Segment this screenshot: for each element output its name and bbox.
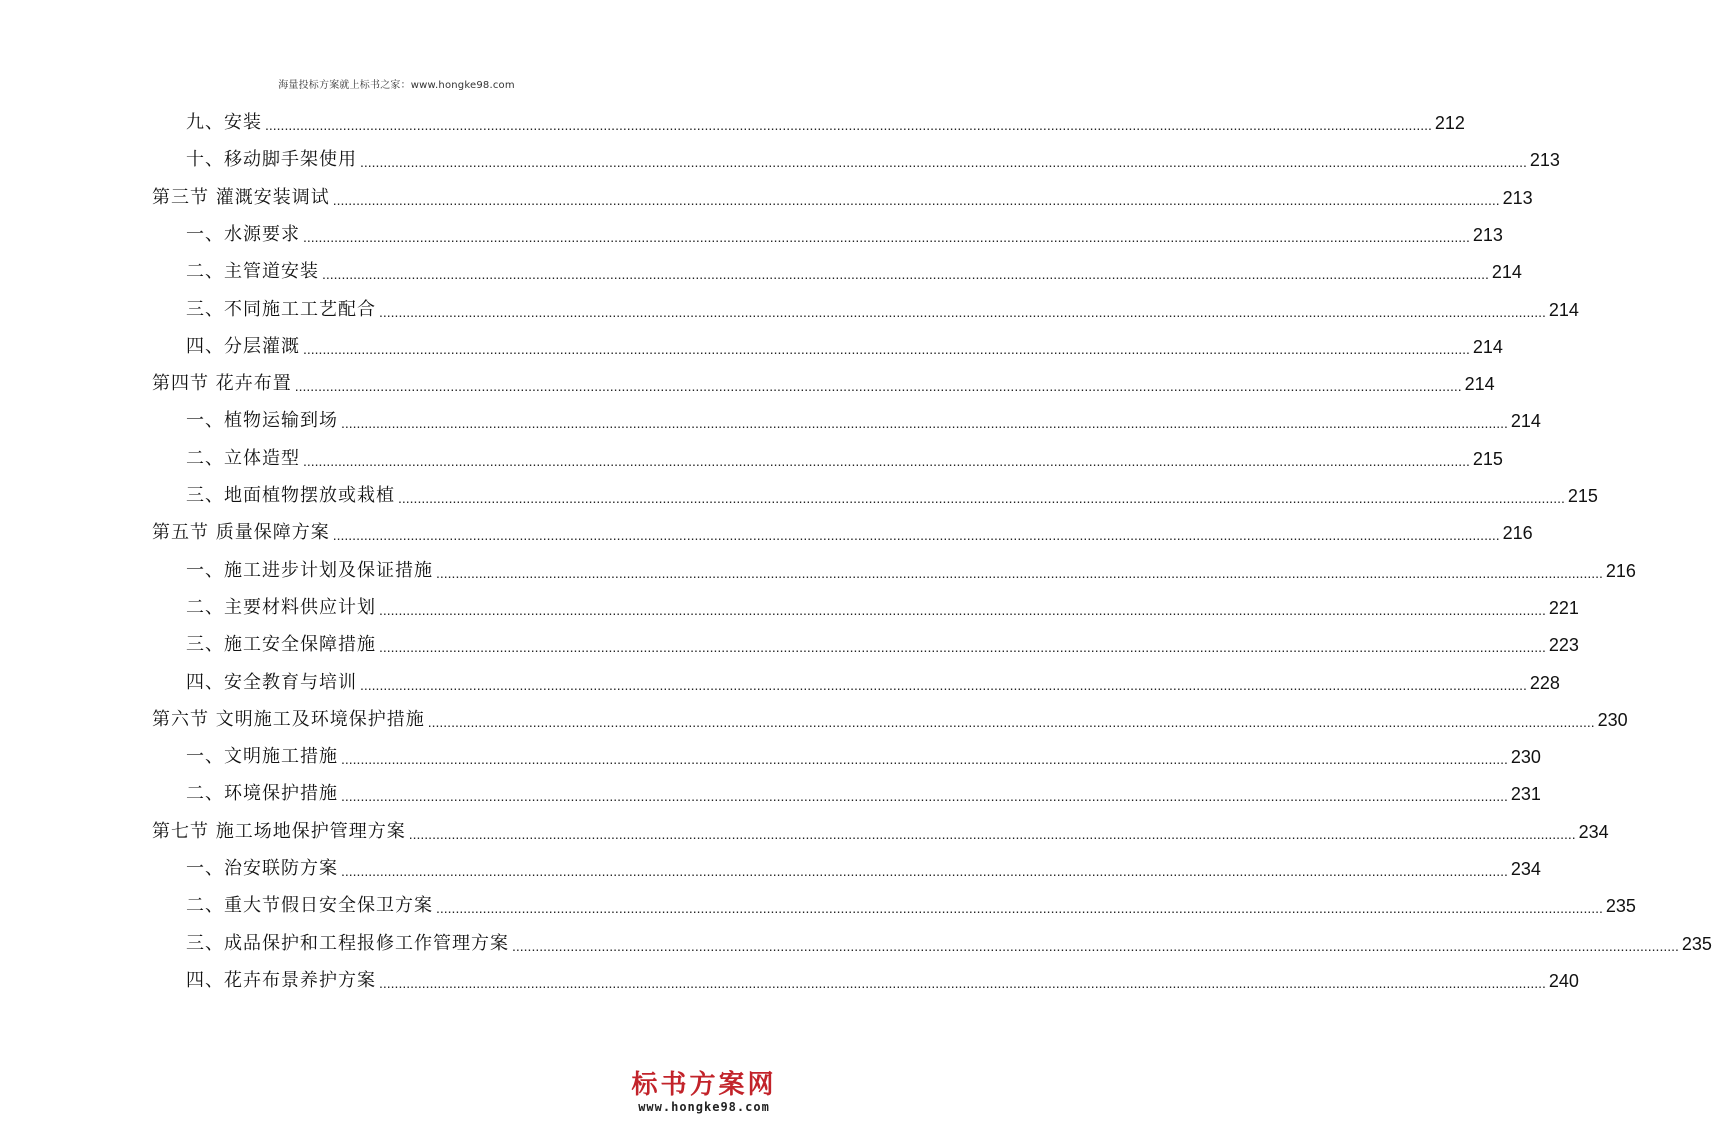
toc-dot-leader: ............................................................................................................................................................................................................................................................................................................ [512, 937, 1679, 954]
toc-entry-page: 240 [1548, 970, 1579, 991]
toc-entry-title: 四、花卉布景养护方案 [186, 969, 376, 991]
toc-dot-leader: ............................................................................................................................................................................................................................................................................................................ [332, 191, 1500, 208]
toc-entry-page: 231 [1510, 784, 1541, 805]
watermark-logo [629, 1070, 779, 1114]
toc-entry-title: 四、分层灌溉 [186, 335, 300, 357]
toc-entry-title: 一、文明施工措施 [186, 746, 338, 768]
toc-entry-title: 九、安装 [186, 112, 262, 133]
toc-entry-title: 十、移动脚手架使用 [186, 149, 357, 171]
toc-entry[interactable] [186, 402, 1541, 432]
toc-entry-title: 三、成品保护和工程报修工作管理方案 [186, 932, 509, 954]
toc-entry-page: 235 [1605, 896, 1636, 917]
toc-entry[interactable] [186, 477, 1598, 507]
toc-dot-leader: ............................................................................................................................................................................................................................................................................................................ [322, 266, 1489, 283]
toc-dot-leader: ............................................................................................................................................................................................................................................................................................................ [360, 676, 1527, 693]
toc-entry[interactable] [186, 738, 1541, 768]
toc-entry[interactable] [186, 925, 1712, 955]
toc-entry-page: 228 [1529, 672, 1560, 693]
toc-dot-leader: ............................................................................................................................................................................................................................................................................................................ [379, 639, 1546, 656]
toc-entry-title: 一、治安联防方案 [186, 858, 338, 879]
toc-entry[interactable] [152, 701, 1628, 731]
toc-entry-page: 216 [1605, 560, 1636, 581]
toc-dot-leader: ............................................................................................................................................................................................................................................................................................................ [436, 900, 1603, 917]
toc-entry-page: 223 [1548, 635, 1579, 656]
toc-entry[interactable] [186, 962, 1579, 992]
toc-dot-leader: ............................................................................................................................................................................................................................................................................................................ [408, 825, 1576, 842]
toc-entry-page: 216 [1502, 523, 1533, 544]
toc-entry-title: 三、施工安全保障措施 [186, 634, 376, 656]
toc-entry-title: 第三节 灌溉安装调试 [152, 186, 330, 208]
toc-entry-page: 214 [1472, 336, 1503, 357]
toc-entry-page: 213 [1502, 187, 1533, 208]
toc-entry-title: 第四节 花卉布置 [152, 373, 292, 395]
toc-entry-title: 三、地面植物摆放或栽植 [186, 485, 395, 506]
toc-entry[interactable] [152, 813, 1609, 843]
toc-entry-title: 一、水源要求 [186, 223, 300, 245]
toc-dot-leader: ............................................................................................................................................................................................................................................................................................................ [341, 788, 1508, 805]
toc-dot-leader: ............................................................................................................................................................................................................................................................................................................ [303, 452, 1470, 469]
toc-entry-page: 214 [1510, 411, 1541, 432]
toc-entry[interactable] [186, 589, 1579, 619]
watermark-url: www.hongke98.com [638, 1100, 770, 1114]
toc-dot-leader: ............................................................................................................................................................................................................................................................................................................ [436, 564, 1603, 581]
toc-dot-leader: ............................................................................................................................................................................................................................................................................................................ [332, 527, 1500, 544]
toc-entry-page: 214 [1464, 374, 1495, 395]
toc-entry[interactable] [152, 514, 1533, 544]
toc-entry[interactable] [186, 291, 1579, 321]
toc-entry[interactable] [186, 775, 1541, 805]
toc-dot-leader: ............................................................................................................................................................................................................................................................................................................ [379, 601, 1546, 618]
toc-entry[interactable] [186, 253, 1522, 283]
toc-dot-leader: ............................................................................................................................................................................................................................................................................................................ [265, 117, 1432, 133]
toc-entry-page: 221 [1548, 597, 1579, 618]
toc-entry[interactable] [186, 440, 1503, 470]
toc-entry[interactable] [186, 552, 1636, 582]
toc-entry-title: 第五节 质量保障方案 [152, 522, 330, 544]
toc-dot-leader: ............................................................................................................................................................................................................................................................................................................ [360, 154, 1527, 171]
toc-entry[interactable] [186, 216, 1503, 246]
toc-entry-page: 214 [1548, 299, 1579, 320]
page-header: 海量投标方案就上标书之家：www.hongke98.com [278, 80, 515, 91]
toc-entry-page: 234 [1578, 821, 1609, 842]
toc-entry-page: 234 [1510, 859, 1541, 879]
toc-entry-title: 二、主要材料供应计划 [186, 596, 376, 618]
toc-dot-leader: ............................................................................................................................................................................................................................................................................................................ [294, 378, 1462, 395]
toc-entry-title: 二、立体造型 [186, 447, 300, 469]
toc-dot-leader: ............................................................................................................................................................................................................................................................................................................ [379, 303, 1546, 320]
toc-entry[interactable] [186, 664, 1560, 694]
toc-entry-page: 213 [1529, 150, 1560, 171]
toc-entry-title: 二、重大节假日安全保卫方案 [186, 895, 433, 917]
toc-entry[interactable] [186, 328, 1503, 358]
toc-entry-page: 230 [1510, 747, 1541, 768]
toc-entry-page: 213 [1472, 224, 1503, 245]
toc-entry-title: 二、主管道安装 [186, 261, 319, 283]
toc-entry[interactable] [186, 141, 1560, 171]
toc-entry-page: 230 [1597, 709, 1628, 730]
toc-entry-title: 第六节 文明施工及环境保护措施 [152, 708, 425, 730]
toc-entry-title: 第七节 施工场地保护管理方案 [152, 820, 406, 842]
toc-entry-title: 一、植物运输到场 [186, 410, 338, 432]
toc-dot-leader: ............................................................................................................................................................................................................................................................................................................ [379, 974, 1546, 991]
toc-dot-leader: ............................................................................................................................................................................................................................................................................................................ [427, 713, 1595, 730]
toc-entry[interactable] [152, 179, 1533, 209]
toc-entry-page: 212 [1434, 113, 1465, 133]
toc-entry[interactable] [186, 104, 1465, 134]
toc-dot-leader: ............................................................................................................................................................................................................................................................................................................ [341, 863, 1508, 879]
watermark-title: 标书方案网 [631, 1070, 777, 1100]
toc-entry-title: 三、不同施工工艺配合 [186, 298, 376, 320]
toc-dot-leader: ............................................................................................................................................................................................................................................................................................................ [398, 490, 1565, 506]
toc-entry-page: 215 [1472, 448, 1503, 469]
toc-entry[interactable] [186, 850, 1541, 880]
toc-entry-title: 一、施工进步计划及保证措施 [186, 559, 433, 581]
toc-entry-title: 四、安全教育与培训 [186, 671, 357, 693]
toc-entry[interactable] [152, 365, 1495, 395]
toc-dot-leader: ............................................................................................................................................................................................................................................................................................................ [341, 415, 1508, 432]
toc-entry[interactable] [186, 887, 1636, 917]
toc-entry-title: 二、环境保护措施 [186, 783, 338, 805]
toc-entry-page: 235 [1681, 933, 1712, 954]
toc-dot-leader: ............................................................................................................................................................................................................................................................................................................ [341, 751, 1508, 768]
toc-entry-page: 215 [1567, 486, 1598, 506]
toc-dot-leader: ............................................................................................................................................................................................................................................................................................................ [303, 340, 1470, 357]
toc-entry-page: 214 [1491, 262, 1522, 283]
toc-dot-leader: ............................................................................................................................................................................................................................................................................................................ [303, 228, 1470, 245]
toc-entry[interactable] [186, 626, 1579, 656]
